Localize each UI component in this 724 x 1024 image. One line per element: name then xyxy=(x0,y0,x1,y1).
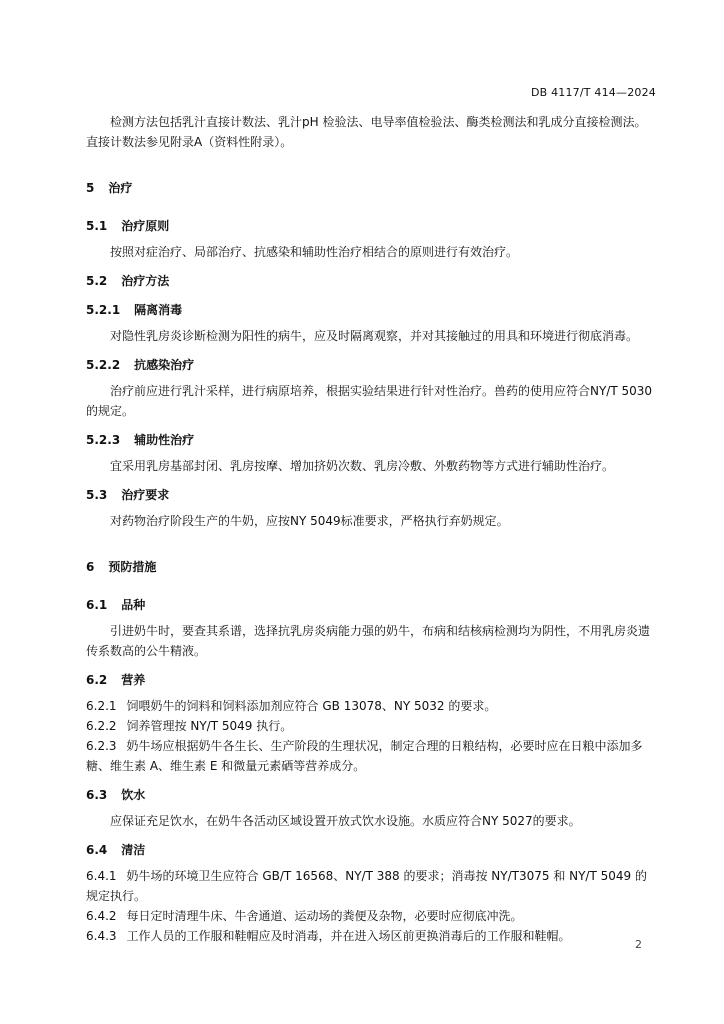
section-number: 5.2.2 xyxy=(86,358,121,372)
list-item xyxy=(86,926,656,946)
section-number: 6.3 xyxy=(86,788,108,802)
section-6-3-text: 应保证充足饮水，在奶牛各活动区域设置开放式饮水设施。水质应符合NY 5027的要求。 xyxy=(110,814,581,828)
item-text: 奶牛场应根据奶牛各生长、生产阶段的生理状况，制定合理的日粮结构，必要时应在日粮中添加多糖、维生素 A、维生素 E 和微量元素硒等营养成分。 xyxy=(86,739,643,773)
section-5-2-3-heading xyxy=(86,430,656,450)
section-title: 营养 xyxy=(121,673,146,687)
section-title: 治疗原则 xyxy=(121,219,170,233)
document-code: DB 4117/T 414—2024 xyxy=(530,86,656,99)
section-6-4-heading xyxy=(86,840,656,860)
section-5-1-heading xyxy=(86,216,656,236)
section-number: 5.2.1 xyxy=(86,303,121,317)
section-title: 预防措施 xyxy=(108,560,157,574)
section-number: 5.3 xyxy=(86,488,108,502)
item-text: 饲喂奶牛的饲料和饲料添加剂应符合 GB 13078、NY 5032 的要求。 xyxy=(126,699,497,713)
intro-paragraph: 检测方法包括乳汁直接计数法、乳汁pH 检验法、电导率值检验法、酶类检测法和乳成分直接检测法。直接计数法参见附录A（资料性附录）。 xyxy=(86,115,647,149)
section-5-1-text: 按照对症治疗、局部治疗、抗感染和辅助性治疗相结合的原则进行有效治疗。 xyxy=(110,245,519,259)
section-6-3-heading xyxy=(86,785,656,805)
section-number: 5.1 xyxy=(86,219,108,233)
section-title: 品种 xyxy=(121,598,146,612)
list-item xyxy=(86,866,656,906)
list-item xyxy=(86,736,656,776)
section-5-2-2-text: 治疗前应进行乳汁采样，进行病原培养，根据实验结果进行针对性治疗。兽药的使用应符合NY/T 5030的规定。 xyxy=(86,384,653,418)
section-title: 抗感染治疗 xyxy=(134,358,195,372)
item-text: 奶牛场的环境卫生应符合 GB/T 16568、NY/T 388 的要求；消毒按 NY/T3075 和 NY/T 5049 的规定执行。 xyxy=(86,869,647,903)
list-item xyxy=(86,716,656,736)
section-number: 6.4 xyxy=(86,843,108,857)
item-number: 6.2.1 xyxy=(86,699,117,713)
item-text: 工作人员的工作服和鞋帽应及时消毒，并在进入场区前更换消毒后的工作服和鞋帽。 xyxy=(126,929,571,943)
list-item xyxy=(86,696,656,716)
section-6-2-heading xyxy=(86,670,656,690)
section-title: 辅助性治疗 xyxy=(134,433,195,447)
section-5-2-heading xyxy=(86,271,656,291)
document-body xyxy=(86,112,656,946)
section-title: 治疗方法 xyxy=(121,274,170,288)
section-title: 清洁 xyxy=(121,843,146,857)
section-6-heading xyxy=(86,557,656,577)
item-number: 6.2.3 xyxy=(86,739,117,753)
section-6-1-heading xyxy=(86,595,656,615)
section-5-3-heading xyxy=(86,485,656,505)
list-item xyxy=(86,906,656,926)
item-number: 6.4.3 xyxy=(86,929,117,943)
section-5-heading xyxy=(86,178,656,198)
section-5-2-3-text: 宜采用乳房基部封闭、乳房按摩、增加挤奶次数、乳房冷敷、外敷药物等方式进行辅助性治疗。 xyxy=(110,459,615,473)
item-number: 6.4.1 xyxy=(86,869,117,883)
item-text: 饲养管理按 NY/T 5049 执行。 xyxy=(126,719,293,733)
section-number: 6 xyxy=(86,560,95,574)
section-title: 饮水 xyxy=(121,788,146,802)
item-number: 6.4.2 xyxy=(86,909,117,923)
section-title: 治疗 xyxy=(108,181,133,195)
section-number: 5.2 xyxy=(86,274,108,288)
section-number: 6.1 xyxy=(86,598,108,612)
page-number: 2 xyxy=(635,938,642,951)
item-number: 6.2.2 xyxy=(86,719,117,733)
section-5-2-1-heading xyxy=(86,300,656,320)
section-title: 治疗要求 xyxy=(121,488,170,502)
section-number: 6.2 xyxy=(86,673,108,687)
section-6-1-text: 引进奶牛时，要查其系谱，选择抗乳房炎病能力强的奶牛，布病和结核病检测均为阴性，不用乳房炎遗传系数高的公牛精液。 xyxy=(86,624,651,658)
section-number: 5.2.3 xyxy=(86,433,121,447)
item-text: 每日定时清理牛床、牛舍通道、运动场的粪便及杂物，必要时应彻底冲洗。 xyxy=(126,909,523,923)
section-5-2-2-heading xyxy=(86,355,656,375)
section-5-2-1-text: 对隐性乳房炎诊断检测为阳性的病牛，应及时隔离观察，并对其接触过的用具和环境进行彻底消毒。 xyxy=(110,329,639,343)
section-number: 5 xyxy=(86,181,95,195)
section-5-3-text: 对药物治疗阶段生产的牛奶，应按NY 5049标准要求，严格执行弃奶规定。 xyxy=(110,514,509,528)
section-title: 隔离消毒 xyxy=(134,303,183,317)
